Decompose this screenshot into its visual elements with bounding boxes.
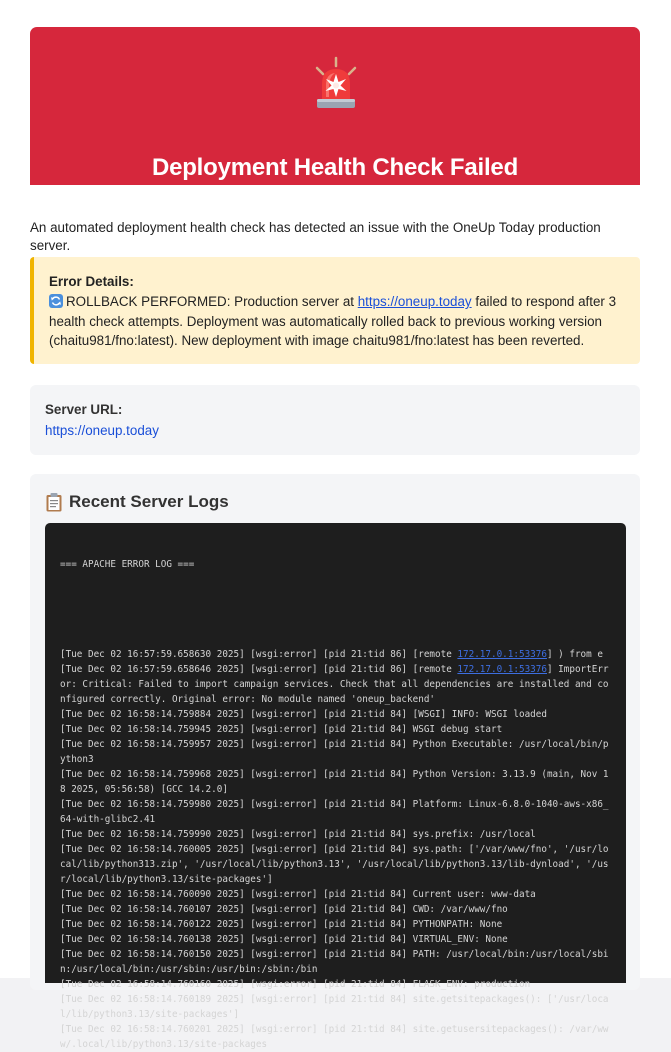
log-line <box>60 662 612 707</box>
log-line: [Tue Dec 02 16:58:14.760160 2025] [wsgi:error] [pid 21:tid 84] FLASK_ENV: production <box>60 979 531 990</box>
log-line: [Tue Dec 02 16:58:14.759980 2025] [wsgi:error] [pid 21:tid 84] Platform: Linux-6.8.0-1040-aws-x86_64-with-glibc2.41 <box>60 799 609 825</box>
error-details-text <box>49 292 624 351</box>
error-details-box <box>30 257 640 364</box>
police-siren-icon <box>313 57 359 113</box>
server-logs-section <box>30 474 640 1050</box>
log-line: [Tue Dec 02 16:58:14.760122 2025] [wsgi:error] [pid 21:tid 84] PYTHONPATH: None <box>60 919 503 930</box>
log-line: [Tue Dec 02 16:58:14.759990 2025] [wsgi:error] [pid 21:tid 84] sys.prefix: /usr/local <box>60 829 536 840</box>
error-details-label: Error Details: <box>49 274 134 289</box>
counterclockwise-arrows-icon <box>49 294 63 308</box>
server-url-box <box>30 385 640 455</box>
server-url-label: Server URL: <box>45 402 123 417</box>
intro-text: An automated deployment health check has detected an issue with the OneUp Today production server. <box>30 220 601 253</box>
log-line: [Tue Dec 02 16:58:14.760090 2025] [wsgi:error] [pid 21:tid 84] Current user: www-data <box>60 889 536 900</box>
page-title: Deployment Health Check Failed <box>151 154 519 181</box>
remote-address-link[interactable]: 172.17.0.1:53376 <box>457 649 547 660</box>
log-line: [Tue Dec 02 16:58:14.759945 2025] [wsgi:error] [pid 21:tid 84] WSGI debug start <box>60 724 503 735</box>
server-url-link[interactable]: https://oneup.today <box>45 423 159 438</box>
log-line-prefix: [Tue Dec 02 16:57:59.658630 2025] [wsgi:error] [pid 21:tid 86] [remote <box>60 649 458 660</box>
log-output <box>45 523 626 1052</box>
log-line: [Tue Dec 02 16:58:14.760189 2025] [wsgi:error] [pid 21:tid 84] site.getsitepackages(): ['/usr/local/lib/python3.13/site-packages'] <box>60 994 609 1020</box>
clipboard-icon <box>45 492 63 512</box>
log-line: [Tue Dec 02 16:58:14.760005 2025] [wsgi:error] [pid 21:tid 84] sys.path: ['/var/www/fno', '/usr/local/lib/python313.zip', '/usr/local/lib/python3.13', '/usr/local/lib/python3.13/lib-dynload', '/usr/local/lib/python3.13/site-packages'] <box>60 844 609 885</box>
log-line: [Tue Dec 02 16:58:14.760107 2025] [wsgi:error] [pid 21:tid 84] CWD: /var/www/fno <box>60 904 508 915</box>
log-line-prefix: [Tue Dec 02 16:57:59.658646 2025] [wsgi:error] [pid 21:tid 86] [remote <box>60 664 458 675</box>
log-line-suffix: ] ) from e <box>546 649 603 660</box>
log-line: [Tue Dec 02 16:58:14.760150 2025] [wsgi:error] [pid 21:tid 84] PATH: /usr/local/bin:/usr/local/sbin:/usr/local/bin:/usr/sbin:/usr/bin:/sbin:/bin <box>60 949 609 975</box>
log-line-suffix: ] ImportError: Critical: Failed to import campaign services. Check that all dependencies are installed and configured correctly. Original error: No module named 'oneup_backend' <box>60 664 609 705</box>
error-server-link[interactable]: https://oneup.today <box>357 294 472 309</box>
log-line <box>60 647 612 662</box>
log-header-line: === APACHE ERROR LOG === <box>60 559 195 570</box>
log-console[interactable] <box>45 523 626 1050</box>
log-line: [Tue Dec 02 16:58:14.759957 2025] [wsgi:error] [pid 21:tid 84] Python Executable: /usr/local/bin/python3 <box>60 739 609 765</box>
log-line: [Tue Dec 02 16:58:14.759968 2025] [wsgi:error] [pid 21:tid 84] Python Version: 3.13.9 (main, Nov 18 2025, 05:56:58) [GCC 14.2.0] <box>60 769 609 795</box>
log-line: [Tue Dec 02 16:58:14.759884 2025] [wsgi:error] [pid 21:tid 84] [WSGI] INFO: WSGI loaded <box>60 709 547 720</box>
logs-title: Recent Server Logs <box>69 492 229 511</box>
log-line: [Tue Dec 02 16:58:14.760201 2025] [wsgi:error] [pid 21:tid 84] site.getusersitepackages(): /var/www/.local/lib/python3.13/site-packages <box>60 1024 609 1050</box>
error-text-start: ROLLBACK PERFORMED: Production server at <box>66 294 358 309</box>
log-blank-line <box>60 602 612 617</box>
remote-address-link[interactable]: 172.17.0.1:53376 <box>457 664 547 675</box>
logs-heading <box>45 491 229 513</box>
error-text-end: failed to respond after 3 health check attempts. Deployment was automatically rolled back to previous working version (chaitu981/fno:latest). New deployment with image chaitu981/fno:latest has been reverted. <box>49 294 617 348</box>
alert-header <box>30 27 640 185</box>
log-line: [Tue Dec 02 16:58:14.760138 2025] [wsgi:error] [pid 21:tid 84] VIRTUAL_ENV: None <box>60 934 508 945</box>
